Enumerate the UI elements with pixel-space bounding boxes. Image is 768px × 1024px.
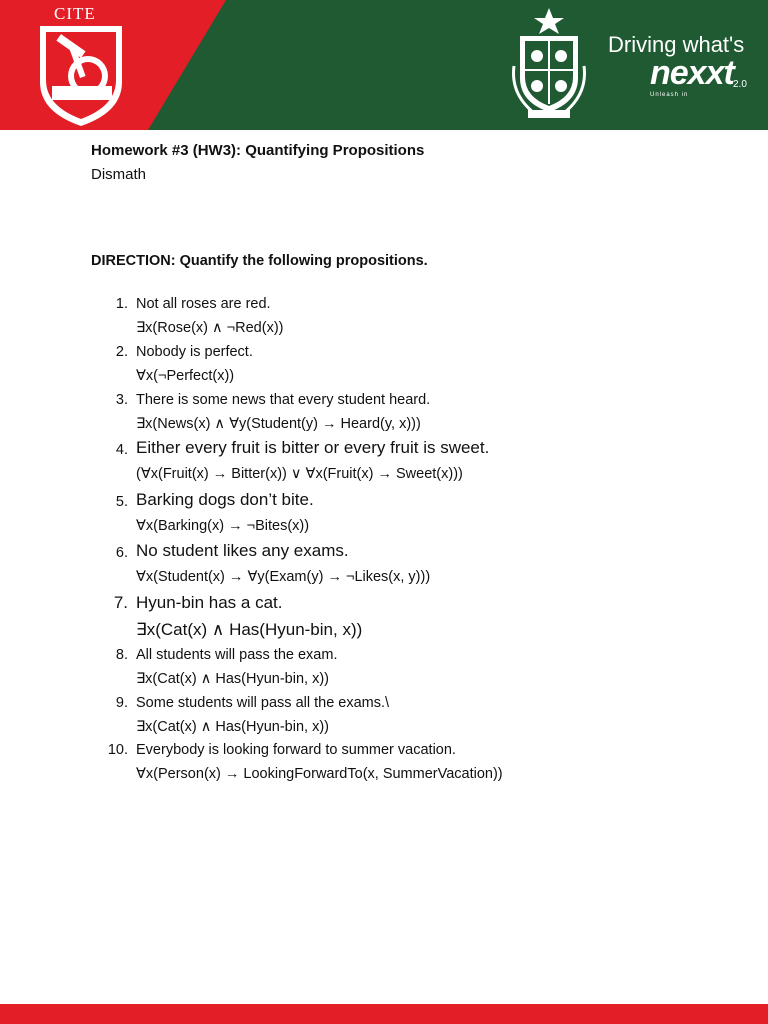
- brand-subline: Unleash in: [650, 92, 689, 98]
- item-number: 6.: [115, 545, 128, 561]
- item-text: Hyun-bin has a cat.: [136, 593, 283, 612]
- document-subject: Dismath: [91, 166, 147, 183]
- item-formula: ∀x(Person(x) → LookingForwardTo(x, SummerVacation)): [136, 766, 503, 782]
- item-formula: ∃x(Cat(x) ∧ Has(Hyun-bin, x)): [136, 620, 363, 639]
- document-title: Homework #3 (HW3): Quantifying Propositions: [91, 142, 425, 159]
- item-text: Some students will pass all the exams.\: [136, 695, 390, 711]
- item-text: Not all roses are red.: [136, 296, 271, 312]
- cite-label: CITE: [54, 4, 96, 23]
- brand-version: 2.0: [733, 79, 747, 90]
- item-number: 8.: [115, 647, 128, 663]
- tagline: Driving what's: [608, 32, 745, 57]
- item-number: 7.: [113, 593, 128, 612]
- brand-wordmark: nexxt: [650, 54, 734, 92]
- item-text: Nobody is perfect.: [136, 344, 253, 360]
- item-text: Either every fruit is bitter or every fruit is sweet.: [136, 438, 490, 457]
- item-number: 3.: [115, 392, 128, 408]
- item-text: Barking dogs don’t bite.: [136, 490, 314, 509]
- cite-shield-logo: [38, 24, 124, 128]
- item-formula: ∀x(¬Perfect(x)): [136, 368, 235, 384]
- item-formula: ∃x(News(x) ∧ ∀y(Student(y) → Heard(y, x))): [136, 416, 421, 432]
- header-banner: [0, 0, 768, 130]
- item-number: 9.: [115, 695, 128, 711]
- item-text: No student likes any exams.: [136, 541, 349, 560]
- dlsu-crest-logo: [508, 6, 590, 120]
- header-red-diagonal: [148, 0, 226, 130]
- direction-heading: DIRECTION: Quantify the following propositions.: [91, 253, 428, 269]
- item-formula: (∀x(Fruit(x) → Bitter(x)) ∨ ∀x(Fruit(x) → Sweet(x))): [136, 466, 463, 482]
- item-number: 2.: [115, 344, 128, 360]
- item-formula: ∀x(Barking(x) → ¬Bites(x)): [136, 518, 310, 534]
- item-number: 1.: [115, 296, 128, 312]
- item-formula: ∃x(Cat(x) ∧ Has(Hyun-bin, x)): [136, 671, 329, 687]
- item-number: 10.: [107, 742, 128, 758]
- footer-red-bar: [0, 1004, 768, 1024]
- item-formula: ∃x(Rose(x) ∧ ¬Red(x)): [136, 320, 284, 336]
- item-text: All students will pass the exam.: [136, 647, 338, 663]
- item-number: 4.: [115, 442, 128, 458]
- item-number: 5.: [115, 494, 128, 510]
- item-formula: ∃x(Cat(x) ∧ Has(Hyun-bin, x)): [136, 719, 329, 735]
- item-text: Everybody is looking forward to summer vacation.: [136, 742, 456, 758]
- item-text: There is some news that every student heard.: [136, 392, 431, 408]
- item-formula: ∀x(Student(x) → ∀y(Exam(y) → ¬Likes(x, y))): [136, 569, 431, 585]
